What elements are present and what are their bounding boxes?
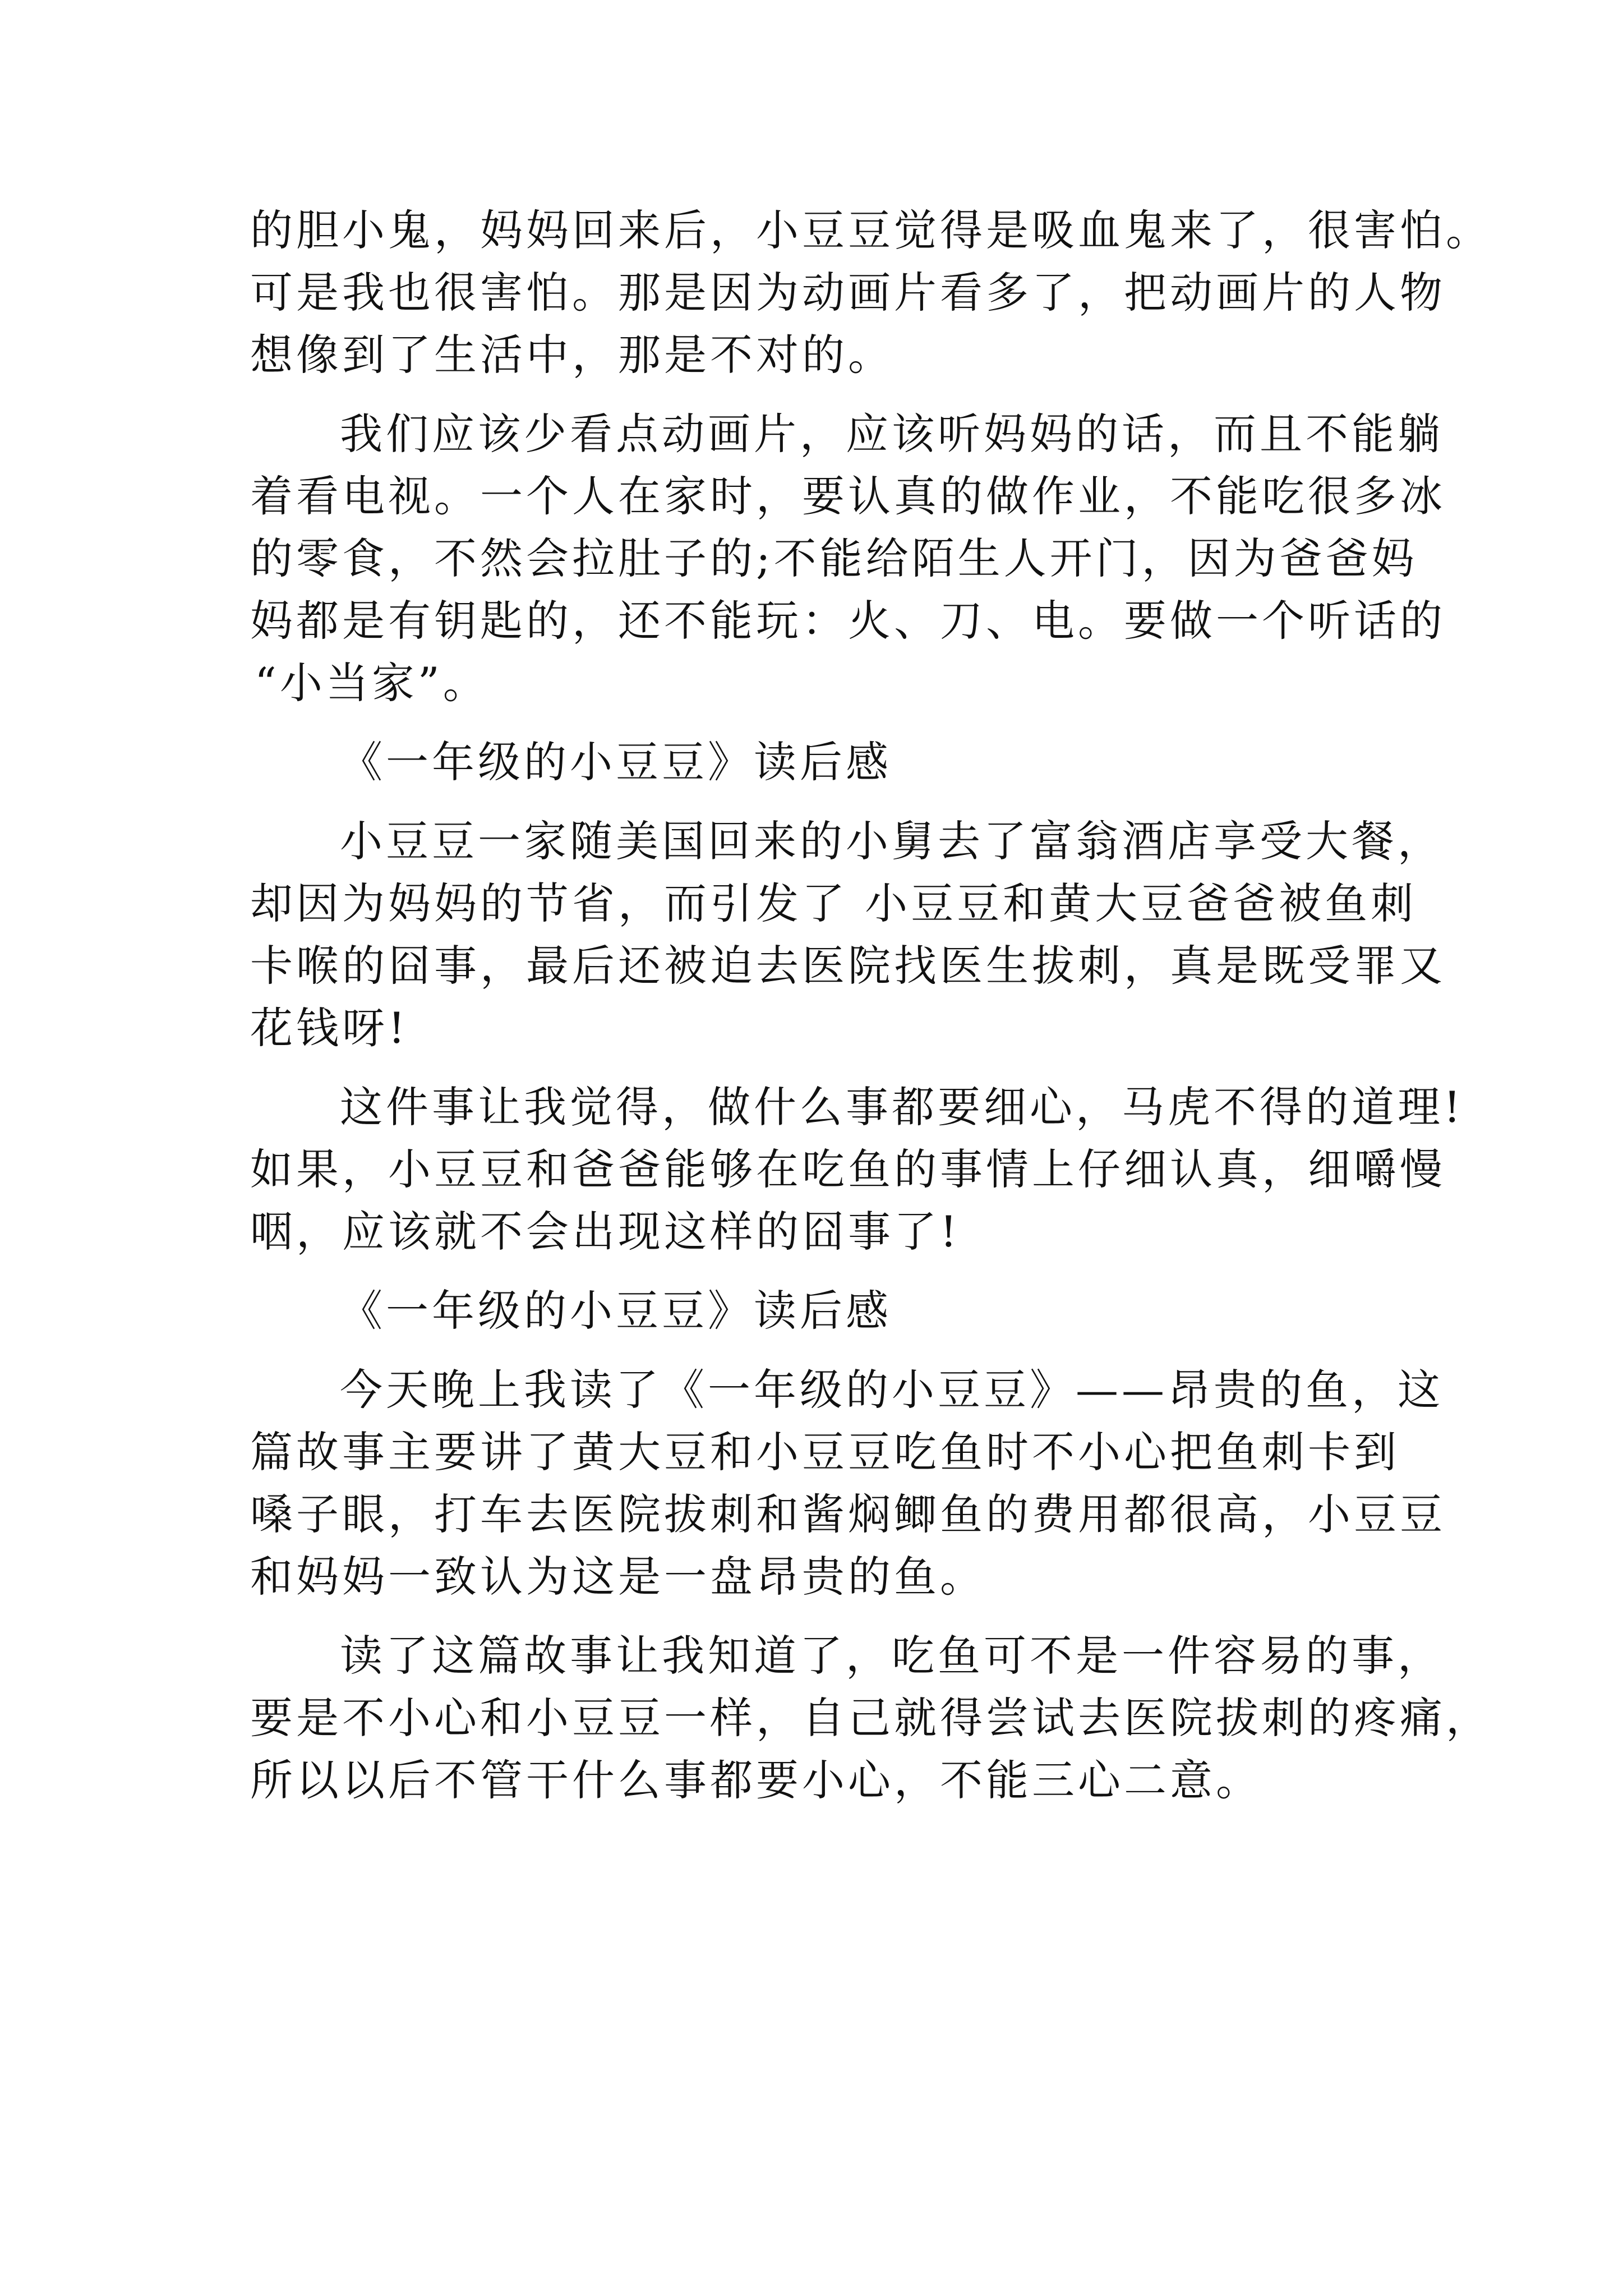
paragraph-gap <box>250 1342 1389 1359</box>
text-line: 卡喉的囧事，最后还被迫去医院找医生拔刺，真是既受罪又 <box>250 941 1446 991</box>
text-line: 的胆小鬼，妈妈回来后，小豆豆觉得是吸血鬼来了，很害怕。 <box>250 205 1492 255</box>
text-line: “小当家”。 <box>255 658 489 708</box>
paragraph-gap <box>250 793 1389 810</box>
essay-3-paragraph-2 <box>250 1625 1492 1811</box>
text-line: 想像到了生活中，那是不对的。 <box>250 330 894 380</box>
text-line: 嗓子眼，打车去医院拔刺和酱焖鲫鱼的费用都很高，小豆豆 <box>250 1489 1446 1539</box>
text-line: 要是不小心和小豆豆一样，自己就得尝试去医院拔刺的疼痛， <box>250 1693 1492 1743</box>
text-line: 小豆豆一家随美国回来的小舅去了富翁酒店享受大餐， <box>340 816 1444 866</box>
text-line: 的零食，不然会拉肚子的;不能给陌生人开门，因为爸爸妈 <box>250 533 1418 583</box>
text-line: 读了这篇故事让我知道了，吃鱼可不是一件容易的事， <box>340 1631 1444 1681</box>
text-line: 今天晚上我读了《一年级的小豆豆》——昂贵的鱼，这 <box>340 1365 1444 1415</box>
text-line: 我们应该少看点动画片，应该听妈妈的话，而且不能躺 <box>340 409 1444 459</box>
document-body <box>250 199 1492 1811</box>
paragraph-gap <box>250 714 1389 731</box>
text-line: 咽，应该就不会出现这样的囧事了! <box>250 1207 961 1257</box>
text-line: 所以以后不管干什么事都要小心，不能三心二意。 <box>250 1755 1262 1805</box>
paragraph-gap <box>250 1059 1389 1076</box>
paragraph-gap <box>250 1608 1389 1625</box>
text-line: 花钱呀! <box>250 1003 409 1053</box>
paragraph-advice <box>250 403 1446 714</box>
text-line: 却因为妈妈的节省，而引发了 小豆豆和黄大豆爸爸被鱼刺 <box>250 878 1417 928</box>
text-line: 妈都是有钥匙的，还不能玩：火、刀、电。要做一个听话的 <box>250 596 1446 646</box>
paragraph-gap <box>250 386 1389 403</box>
text-line: 这件事让我觉得，做什么事都要细心，马虎不得的道理! <box>340 1082 1464 1132</box>
essay-2-paragraph-2 <box>250 1076 1464 1263</box>
essay-title: 《一年级的小豆豆》读后感 <box>340 1286 892 1336</box>
text-line: 和妈妈一致认为这是一盘昂贵的鱼。 <box>250 1552 986 1602</box>
text-line: 篇故事主要讲了黄大豆和小豆豆吃鱼时不小心把鱼刺卡到 <box>250 1427 1400 1477</box>
text-line: 如果，小豆豆和爸爸能够在吃鱼的事情上仔细认真，细嚼慢 <box>250 1144 1446 1194</box>
paragraph-gap <box>250 1263 1389 1280</box>
essay-title: 《一年级的小豆豆》读后感 <box>340 737 892 787</box>
text-line: 可是我也很害怕。那是因为动画片看多了，把动画片的人物 <box>250 268 1446 318</box>
essay-3-paragraph-1 <box>250 1359 1446 1608</box>
paragraph-continuation <box>250 199 1492 386</box>
text-line: 着看电视。一个人在家时，要认真的做作业，不能吃很多冰 <box>250 471 1446 521</box>
essay-2-paragraph-1 <box>250 810 1446 1059</box>
